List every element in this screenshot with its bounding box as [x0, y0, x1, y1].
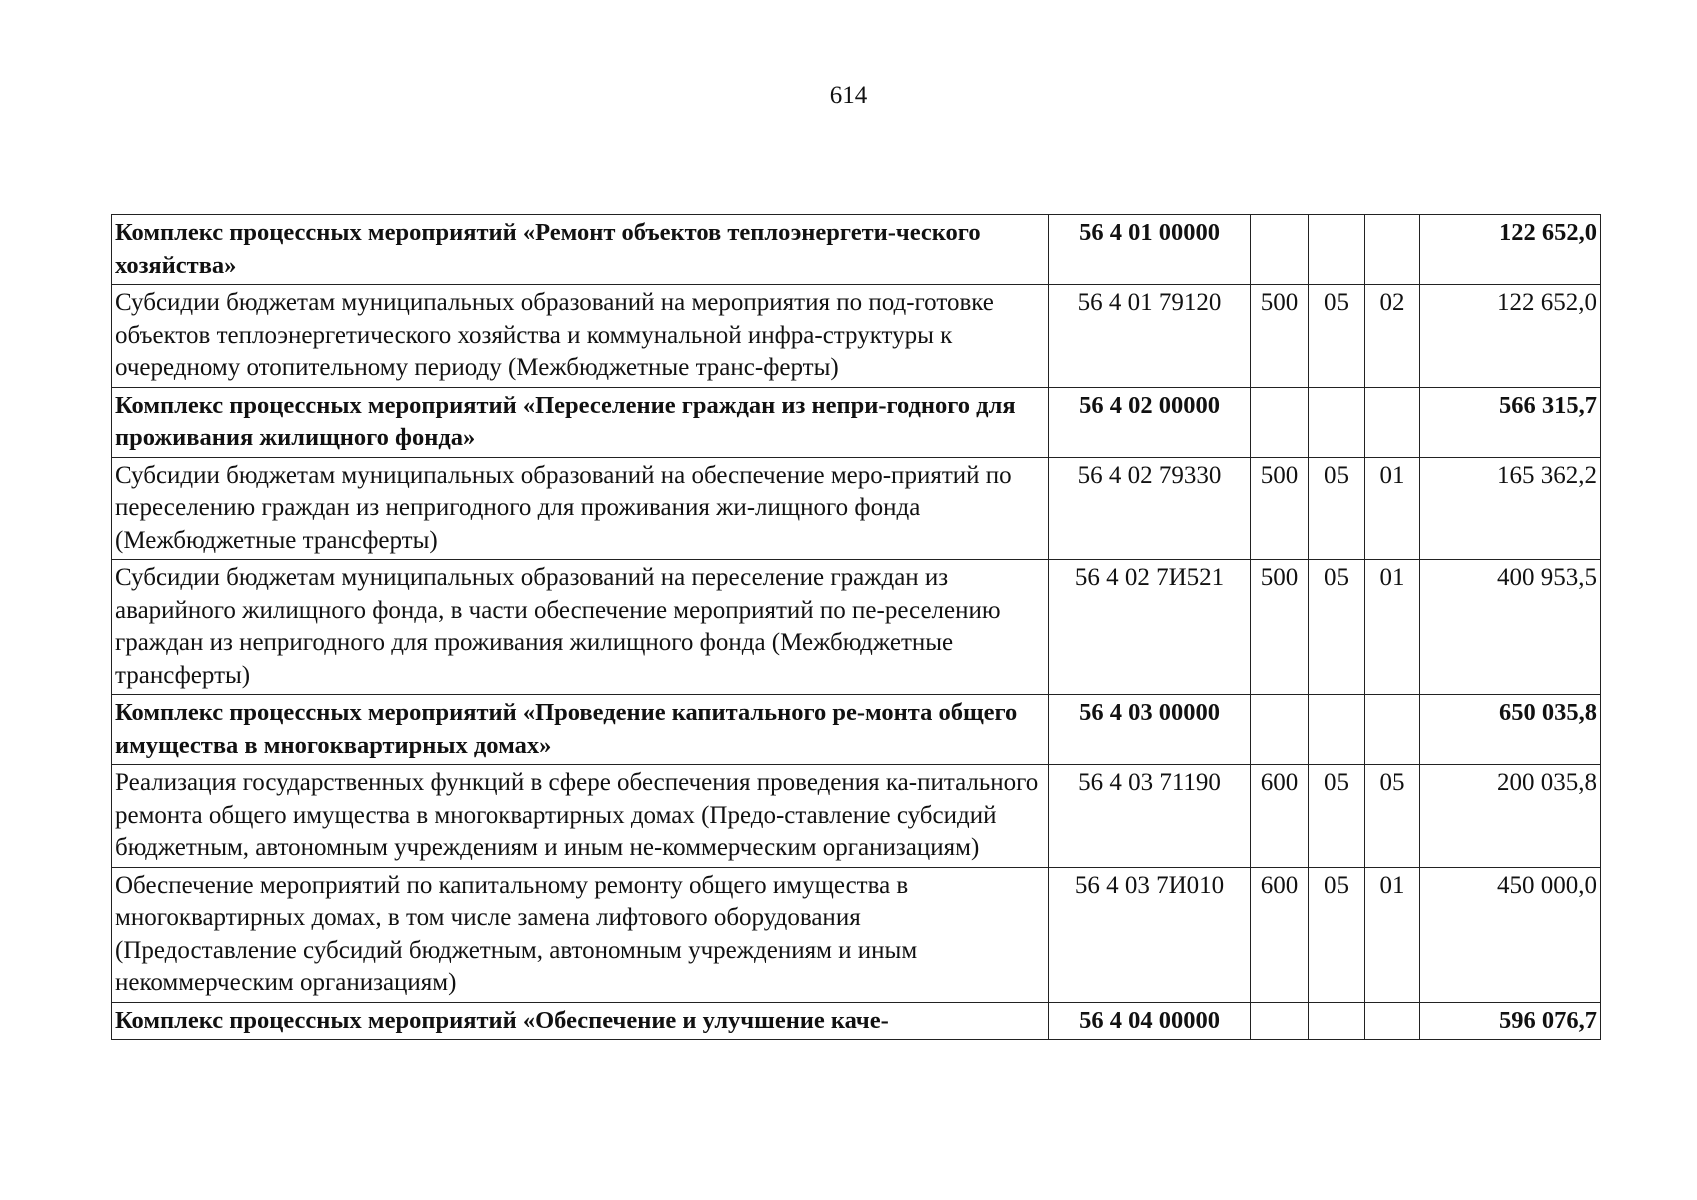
row-expense-type: 500 [1251, 285, 1309, 388]
row-subsection: 01 [1365, 867, 1420, 1002]
row-description: Обеспечение мероприятий по капитальному ремонту общего имущества в многоквартирных домах, в том числе замена лифтового оборудования (Предоставление субсидий бюджетным, автономным учреждениям и иным некоммерческим организациям) [112, 867, 1049, 1002]
row-amount: 450 000,0 [1420, 867, 1601, 1002]
row-description: Субсидии бюджетам муниципальных образований на мероприятия по под-готовке объектов теплоэнергетического хозяйства и коммунальной инфра-структуры к очередному отопительному периоду (Межбюджетные транс-ферты) [112, 285, 1049, 388]
row-subsection [1365, 387, 1420, 457]
row-description: Субсидии бюджетам муниципальных образований на переселение граждан из аварийного жилищного фонда, в части обеспечение мероприятий по пе-реселению граждан из непригодного для проживания жилищного фонда (Межбюджетные трансферты) [112, 560, 1049, 695]
table-row [112, 457, 1601, 560]
table-row [112, 560, 1601, 695]
row-description: Комплекс процессных мероприятий «Переселение граждан из непри-годного для проживания жилищного фонда» [112, 387, 1049, 457]
row-section [1309, 1002, 1365, 1040]
complex-header-row [112, 1002, 1601, 1040]
row-amount: 566 315,7 [1420, 387, 1601, 457]
row-amount: 596 076,7 [1420, 1002, 1601, 1040]
row-section: 05 [1309, 765, 1365, 868]
row-expense-type [1251, 215, 1309, 285]
row-expense-type: 500 [1251, 560, 1309, 695]
row-subsection [1365, 695, 1420, 765]
row-target-code: 56 4 01 00000 [1049, 215, 1251, 285]
row-section [1309, 387, 1365, 457]
row-amount: 122 652,0 [1420, 215, 1601, 285]
row-expense-type [1251, 387, 1309, 457]
table-row [112, 285, 1601, 388]
row-section: 05 [1309, 285, 1365, 388]
row-amount: 122 652,0 [1420, 285, 1601, 388]
row-target-code: 56 4 01 79120 [1049, 285, 1251, 388]
row-section [1309, 695, 1365, 765]
row-amount: 200 035,8 [1420, 765, 1601, 868]
row-target-code: 56 4 03 7И010 [1049, 867, 1251, 1002]
table-row [112, 867, 1601, 1002]
complex-header-row [112, 387, 1601, 457]
row-amount: 650 035,8 [1420, 695, 1601, 765]
row-target-code: 56 4 03 00000 [1049, 695, 1251, 765]
row-section [1309, 215, 1365, 285]
row-target-code: 56 4 02 7И521 [1049, 560, 1251, 695]
row-subsection: 02 [1365, 285, 1420, 388]
row-subsection [1365, 1002, 1420, 1040]
row-subsection: 01 [1365, 457, 1420, 560]
page-number: 614 [829, 82, 868, 109]
row-target-code: 56 4 02 79330 [1049, 457, 1251, 560]
row-subsection [1365, 215, 1420, 285]
row-subsection: 01 [1365, 560, 1420, 695]
row-expense-type: 500 [1251, 457, 1309, 560]
row-section: 05 [1309, 457, 1365, 560]
row-description: Комплекс процессных мероприятий «Ремонт объектов теплоэнергети-ческого хозяйства» [112, 215, 1049, 285]
row-target-code: 56 4 03 71190 [1049, 765, 1251, 868]
row-description: Реализация государственных функций в сфере обеспечения проведения ка-питального ремонта общего имущества в многоквартирных домах (Предо-ставление субсидий бюджетным, автономным учреждениям и иным не-коммерческим организациям) [112, 765, 1049, 868]
row-target-code: 56 4 04 00000 [1049, 1002, 1251, 1040]
row-expense-type [1251, 1002, 1309, 1040]
complex-header-row [112, 215, 1601, 285]
row-section: 05 [1309, 560, 1365, 695]
row-amount: 165 362,2 [1420, 457, 1601, 560]
complex-header-row [112, 695, 1601, 765]
row-expense-type [1251, 695, 1309, 765]
row-expense-type: 600 [1251, 765, 1309, 868]
budget-table [111, 214, 1601, 1040]
row-subsection: 05 [1365, 765, 1420, 868]
row-description: Комплекс процессных мероприятий «Обеспечение и улучшение каче- [112, 1002, 1049, 1040]
row-description: Комплекс процессных мероприятий «Проведение капитального ре-монта общего имущества в многоквартирных домах» [112, 695, 1049, 765]
row-target-code: 56 4 02 00000 [1049, 387, 1251, 457]
table-row [112, 765, 1601, 868]
row-expense-type: 600 [1251, 867, 1309, 1002]
row-section: 05 [1309, 867, 1365, 1002]
row-amount: 400 953,5 [1420, 560, 1601, 695]
row-description: Субсидии бюджетам муниципальных образований на обеспечение меро-приятий по переселению граждан из непригодного для проживания жи-лищного фонда (Межбюджетные трансферты) [112, 457, 1049, 560]
